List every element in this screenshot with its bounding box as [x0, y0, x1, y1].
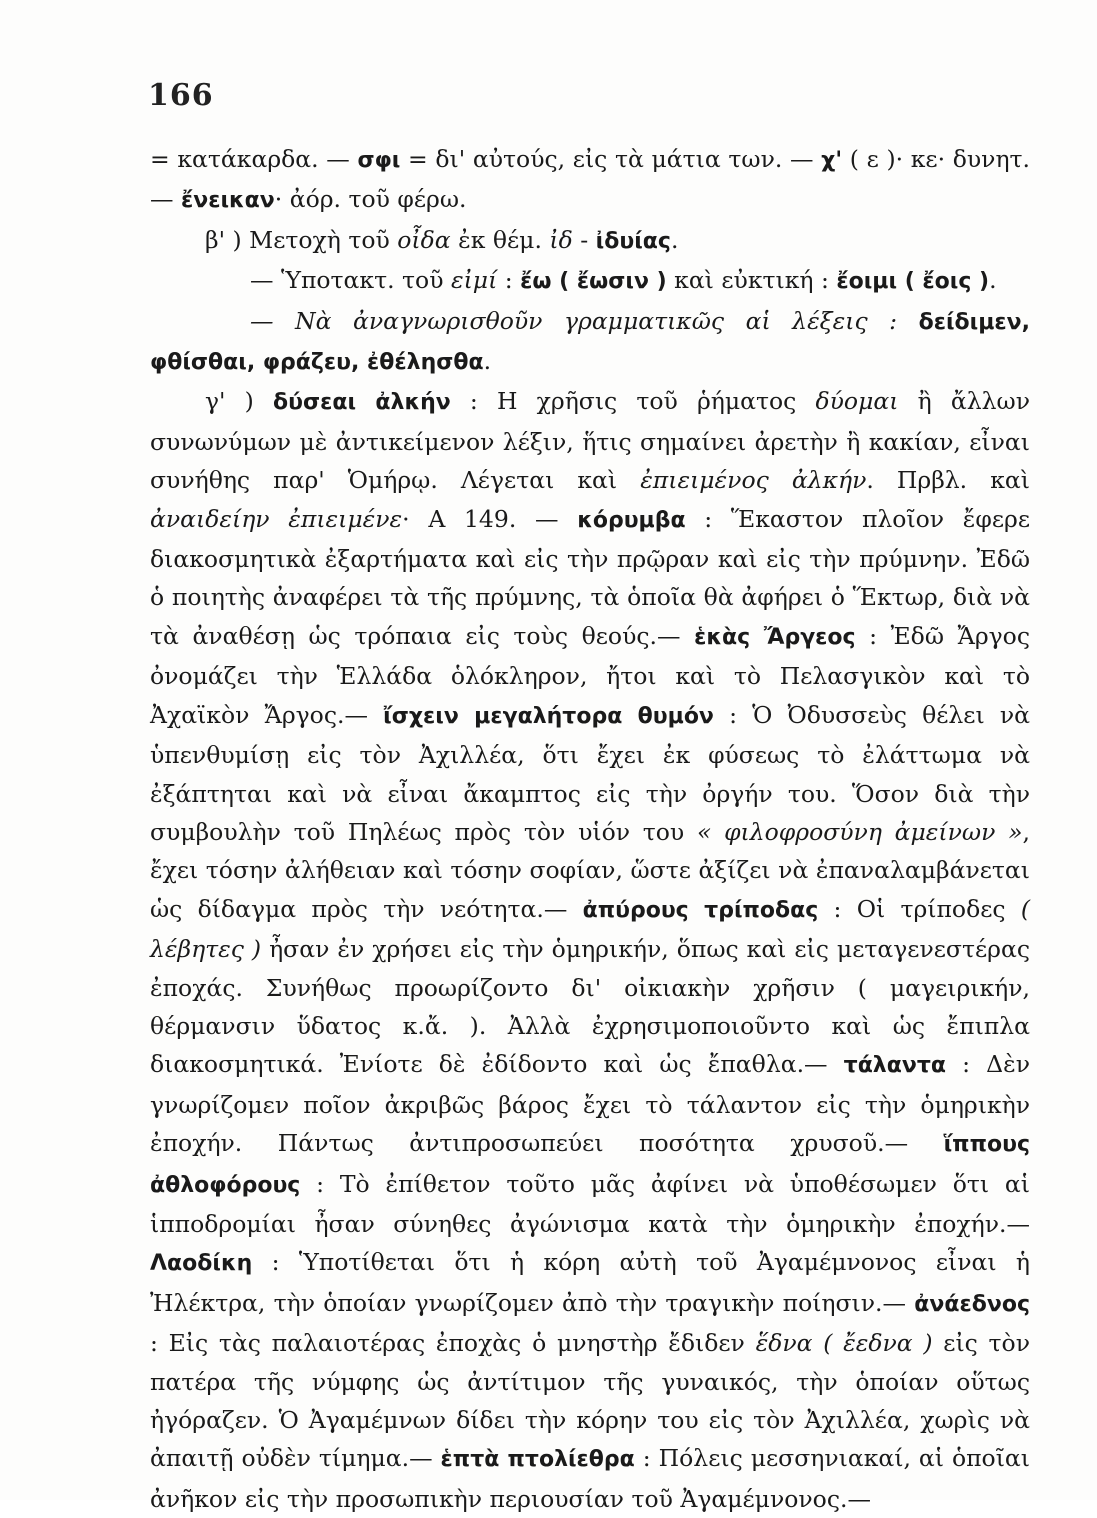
italic-term: ἐπιειμένος ἀλκήν [640, 466, 867, 495]
text: · ἀόρ. τοῦ φέρω. [274, 185, 467, 214]
text: : Εἰς τὰς παλαιοτέρας ἐποχὰς ὁ μνηστὴρ ἔδιδεν [150, 1329, 756, 1358]
italic-term: δύομαι [815, 387, 899, 416]
paragraph-4 [150, 302, 1030, 383]
headword: σφι [357, 148, 401, 173]
text: , ἔχει τόσην ἀλήθειαν καὶ τόσην σοφίαν, ὥστε ἀξίζει νὰ ἐπαναλαμβάνεται ὡς δίδαγμα πρὸς τὴν νεότητα.— [150, 817, 1030, 923]
headword: ἰδυίας [595, 228, 671, 254]
text: - [572, 225, 596, 254]
text: : Ὑποτίθεται ὅτι ἡ κόρη αὐτὴ τοῦ Ἀγαμέμνονος εἶναι ἡ Ἠλέκτρα, τὴν ὁποίαν γνωρίζομεν ἀπὸ τὴν τραγικὴν ποίησιν.— [150, 1248, 1030, 1317]
italic-term: ἀναιδείην ἐπιειμένε [150, 504, 403, 533]
headword: ἑκὰς Ἄργεος [694, 624, 856, 650]
text: — Ὑποτακτ. τοῦ [250, 266, 451, 295]
italic-term: ( λέβητες ) [150, 894, 1030, 964]
text: : [497, 266, 521, 295]
headword: ἔνεικαν [180, 188, 275, 214]
text: . Πρβλ. καὶ [866, 466, 1030, 495]
headword: χ' [821, 148, 843, 173]
headword: δύσεαι ἀλκήν [273, 390, 451, 416]
headword: Λαοδίκη [150, 1251, 253, 1277]
headword: ἔοιμι ( ἔοις ) [836, 269, 990, 295]
text: = κατάκαρδα. — [150, 145, 358, 173]
italic-term: οἶδα [397, 225, 451, 254]
text: ( ε )· κε· δυνητ. — [150, 145, 1031, 214]
paragraph-1 [150, 140, 1030, 221]
paragraph-2 [150, 221, 1030, 261]
text: · Α 149. — [402, 504, 578, 533]
italic-term: ἕδνα ( ἔεδνα ) [755, 1329, 933, 1358]
text: : Η χρῆσις τοῦ ῥήματος [450, 387, 816, 416]
headword: ἴσχειν μεγαλήτορα θυμόν [383, 703, 714, 729]
commentary-text [150, 140, 1030, 1518]
italic-term: « φιλοφροσύνη ἀμείνων » [696, 817, 1023, 846]
text: ἦσαν ἐν χρήσει εἰς τὴν ὁμηρικήν, ὅπως καὶ εἰς μεταγενεστέρας ἐποχάς. Συνήθως προωρίζοντο δι' οἰκιακὴν χρῆσιν ( μαγειρικήν, θέρμανσιν ὕδατος κ.ἄ. ). Ἀλλὰ ἐχρησιμοποιοῦντο καὶ ὡς ἔπιπλα διακοσμητικά. Ἐνίοτε δὲ ἐδίδοντο καὶ ὡς ἔπαθλα.— [150, 935, 1030, 1079]
text: . [989, 266, 997, 295]
text: : Πόλεις μεσσηνιακαί, αἱ ὁποῖαι ἀνῆκον εἰς τὴν προσωπικὴν περιουσίαν τοῦ Ἀγαμέμνονος.— [150, 1444, 1030, 1513]
headword: κόρυμβα [577, 507, 686, 533]
headword: ἑπτὰ πτολίεθρα [440, 1447, 635, 1473]
text: : Τὸ ἐπίθετον τοῦτο μᾶς ἀφίνει νὰ ὑποθέσωμεν ὅτι αἱ ἱπποδρομίαι ἦσαν σύνηθες ἀγώνισμα κατὰ τὴν ὁμηρικὴν ἐποχήν.— [150, 1169, 1030, 1238]
text: ἢ ἄλλων συνωνύμων μὲ ἀντικείμενον λέξιν, ἥτις σημαίνει ἀρετὴν ἢ κακίαν, εἶναι συνήθης παρ' Ὁμήρῳ. Λέγεται καὶ [150, 387, 1030, 495]
text: ἐκ θέμ. [450, 225, 550, 254]
text: : Ὁ Ὀδυσσεὺς θέλει νὰ ὑπενθυμίσῃ εἰς τὸν Ἀχιλλέα, ὅτι ἔχει ἐκ φύσεως τὸ ἐλάττωμα νὰ ἐξάπτηται καὶ νὰ εἶναι ἄκαμπτος εἰς τὴν ὀργήν του. Ὅσον διὰ τὴν συμβουλὴν τοῦ Πηλέως πρὸς τὸν υἱόν του [150, 700, 1030, 846]
italic-term: εἰμί [450, 266, 498, 295]
text: β' ) Μετοχὴ τοῦ [205, 225, 398, 254]
headword: ἀπύρους τρίποδας [582, 897, 819, 923]
paragraph-5 [150, 382, 1030, 1518]
text: : Ἐδῶ Ἄργος ὀνομάζει τὴν Ἑλλάδα ὁλόκληρον, ἤτοι καὶ τὸ Πελασγικὸν καὶ τὸ Ἀχαϊκὸν Ἄργος.— [150, 621, 1030, 729]
headword: τάλαντα [843, 1053, 946, 1079]
headword: δείδιμεν, φθίσθαι, φράζευ, ἐθέλησθα [150, 309, 1030, 376]
italic-term: — Νὰ ἀναγνωρισθοῦν γραμματικῶς αἱ λέξεις : [250, 306, 898, 335]
text: εἰς τὸν πατέρα τῆς νύμφης ὡς ἀντίτιμον τῆς γυναικός, τὴν ὁποίαν οὕτως ἠγόραζεν. Ὁ Ἀγαμέμνων δίδει τὴν κόρην του εἰς τὸν Ἀχιλλέα, χωρὶς νὰ ἀπαιτῇ οὐδὲν τίμημα.— [150, 1329, 1030, 1473]
text: . [670, 225, 679, 254]
page-number: 166 [148, 78, 214, 113]
text: = δι' αὐτούς, εἰς τὰ μάτια των. — [400, 145, 822, 173]
headword: ἀνάεδνος [914, 1291, 1030, 1317]
text: . [483, 347, 492, 376]
text [897, 307, 919, 335]
text: : Οἱ τρίποδες [818, 894, 1021, 923]
text: καὶ εὐκτική : [666, 266, 837, 295]
headword: ἔω ( ἔωσιν ) [520, 269, 667, 295]
headword: ἵππους ἀθλοφόρους [150, 1132, 1030, 1198]
text: γ' ) [205, 387, 274, 416]
paragraph-3 [150, 261, 1030, 301]
text: : Ἕκαστον πλοῖον ἔφερε διακοσμητικὰ ἐξαρτήματα καὶ εἰς τὴν πρῷραν καὶ εἰς τὴν πρύμνην. Ἐδῶ ὁ ποιητὴς ἀναφέρει τὰ τῆς πρύμνης, τὰ ὁποῖα θὰ ἀφήρει ὁ Ἕκτωρ, διὰ νὰ τὰ ἀναθέσῃ ὡς τρόπαια εἰς τοὺς θεούς.— [150, 504, 1031, 650]
italic-term: ἰδ [549, 225, 573, 254]
text: : Δὲν γνωρίζομεν ποῖον ἀκριβῶς βάρος ἔχει τὸ τάλαντον εἰς τὴν ὁμηρικὴν ἐποχήν. Πάντως ἀντιπροσωπεύει ποσότητα χρυσοῦ.— [150, 1050, 1030, 1158]
